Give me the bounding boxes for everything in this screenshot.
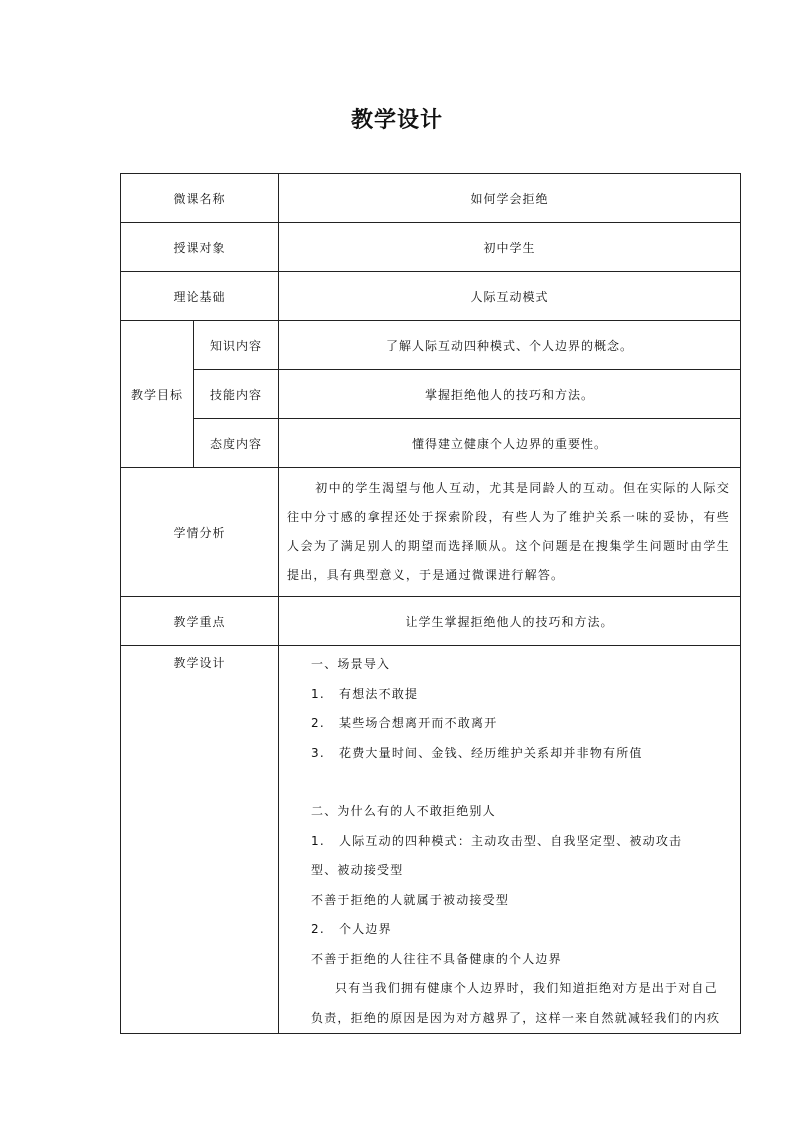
theory-value: 人际互动模式 <box>279 272 741 321</box>
row-audience <box>121 223 741 272</box>
skills-value: 掌握拒绝他人的技巧和方法。 <box>279 370 741 419</box>
skills-label: 技能内容 <box>194 370 279 419</box>
note-text: 不善于拒绝的人就属于被动接受型 <box>311 892 510 907</box>
theory-label: 理论基础 <box>121 272 279 321</box>
design-label: 教学设计 <box>121 646 279 1034</box>
row-goal-skills <box>121 370 741 419</box>
list-item: 3. 花费大量时间、金钱、经历维护关系却并非物有所值 <box>311 745 643 760</box>
attitude-value: 懂得建立健康个人边界的重要性。 <box>279 419 741 468</box>
row-theory <box>121 272 741 321</box>
audience-value: 初中学生 <box>279 223 741 272</box>
row-focus <box>121 597 741 646</box>
attitude-label: 态度内容 <box>194 419 279 468</box>
list-item: 2. 某些场合想离开而不敢离开 <box>311 716 498 730</box>
course-name-value: 如何学会拒绝 <box>279 174 741 223</box>
goals-label: 教学目标 <box>121 321 194 468</box>
row-goal-knowledge <box>121 321 741 370</box>
section-2-heading: 二、为什么有的人不敢拒绝别人 <box>311 804 496 818</box>
audience-label: 授课对象 <box>121 223 279 272</box>
section-1-heading: 一、场景导入 <box>311 657 391 671</box>
row-design <box>121 646 741 1034</box>
knowledge-value: 了解人际互动四种模式、个人边界的概念。 <box>279 321 741 370</box>
focus-label: 教学重点 <box>121 597 279 646</box>
analysis-label: 学情分析 <box>121 468 279 597</box>
note-text: 不善于拒绝的人往往不具备健康的个人边界 <box>311 951 562 966</box>
course-name-label: 微课名称 <box>121 174 279 223</box>
analysis-text-cell <box>279 468 741 597</box>
focus-value: 让学生掌握拒绝他人的技巧和方法。 <box>279 597 741 646</box>
paragraph-line: 负责，拒绝的原因是因为对方越界了，这样一来自然就减轻我们的内疚 <box>311 1010 721 1025</box>
list-item: 1. 人际互动的四种模式：主动攻击型、自我坚定型、被动攻击 <box>311 833 683 848</box>
design-content <box>279 646 741 1034</box>
document-title: 教学设计 <box>350 108 443 133</box>
list-item-continuation: 型、被动接受型 <box>311 863 404 877</box>
list-item: 2. 个人边界 <box>311 922 392 936</box>
list-item: 1. 有想法不敢提 <box>311 686 419 701</box>
knowledge-label: 知识内容 <box>194 321 279 370</box>
row-goal-attitude <box>121 419 741 468</box>
row-analysis <box>121 468 741 597</box>
row-course-name <box>121 174 741 223</box>
paragraph-line: 只有当我们拥有健康个人边界时，我们知道拒绝对方是出于对自己 <box>335 981 718 995</box>
analysis-text: 初中的学生渴望与他人互动，尤其是同龄人的互动。但在实际的人际交往中分寸感的拿捏还处于探索阶段，有些人为了维护关系一味的妥协，有些人会为了满足别人的期望而选择顺从。这个问题是在搜集学生问题时由学生提出，具有典型意义，于是通过微课进行解答。 <box>287 481 731 582</box>
lesson-design-table <box>120 173 741 1034</box>
